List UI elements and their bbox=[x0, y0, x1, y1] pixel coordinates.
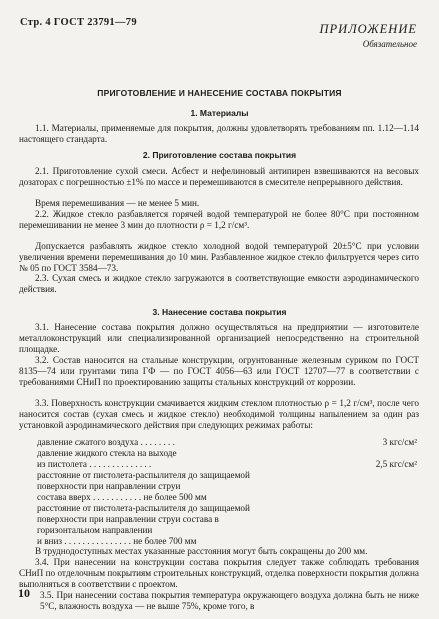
section-1-title: 1. Материалы bbox=[190, 108, 249, 118]
mode-value: 3 кгс/см² bbox=[382, 437, 417, 447]
appendix-title: ПРИЛОЖЕНИЕ bbox=[319, 22, 417, 36]
paragraph-1-1: 1.1. Материалы, применяемые для покрытия, должны удовлетворять требованиям пп. 1.12—1.14 настоящего стандарта. bbox=[19, 123, 419, 144]
mode-label: состава вверх . . . . . . . . . . . не более 500 мм bbox=[37, 492, 207, 502]
mode-value: 2,5 кгс/см² bbox=[375, 459, 417, 469]
paragraph-3-3: 3.3. Поверхность конструкции смачивается жидким стеклом плотностью ρ = 1,2 г/см³, после чего наносится состав (сухая смесь и жидкое стекло) необходимой толщины напылением за один раз установкой аэродинамического действия при следующих режимах работы: bbox=[19, 398, 419, 430]
mode-label: давление сжатого воздуха . . . . . . . . bbox=[37, 437, 175, 447]
mode-label: из пистолета . . . . . . . . . . . . . . bbox=[37, 459, 152, 469]
page-number: 10 bbox=[18, 586, 30, 600]
appendix-label bbox=[320, 22, 417, 49]
paragraph-3-2: 3.2. Состав наносится на стальные конструкции, огрунтованные железным суриком по ГОСТ 8135—74 или грунтами типа ГФ — по ГОСТ 4056—63 или ГОСТ 12707—77 в соответствии с требованиями СНиП по проектированию защиты стальных конструкций от коррозии. bbox=[19, 355, 419, 387]
paragraph-3-3-note: В труднодоступных местах указанные расстояния могут быть сокращены до 200 мм. bbox=[35, 546, 368, 556]
paragraph-3-5: 3.5. При нанесении состава покрытия температура окружающего воздуха должна быть не ниже 5°С, влажность воздуха — не выше 75%, кроме того, в bbox=[40, 590, 419, 611]
paragraph-2-2-note: Допускается разбавлять жидкое стекло холодной водой температурой 20±5°С при условии увеличения времени перемешивания до 10 мин. Разбавленное жидкое стекло фильтруется через сито № 05 по ГОСТ 3584—73. bbox=[19, 241, 419, 273]
paragraph-2-3: 2.3. Сухая смесь и жидкое стекло загружаются в соответствующие емкости аэродинамического действия. bbox=[19, 273, 419, 294]
paragraph-2-1-time: Время перемешивания — не менее 5 мин. bbox=[35, 198, 200, 208]
paragraph-3-1: 3.1. Нанесение состава покрытия должно осуществляться на предприятии — изготовителе металлоконструкций или специализированной организацией непосредственно на строительной площадке. bbox=[19, 322, 419, 354]
paragraph-2-1: 2.1. Приготовление сухой смеси. Асбест и нефелиновый антипирен взвешиваются на весовых дозаторах с погрешностью ±1% по массе и перемешиваются в смесителе непрерывного действия. bbox=[19, 166, 419, 187]
mode-label: горизонтальном направлении bbox=[37, 525, 153, 535]
paragraph-3-4: 3.4. При нанесении на конструкции состава покрытия следует также соблюдать требования СНиП по отделочным покрытиям строительных конструкций, отделка поверхности покрытия должна выполняться в соответствии с проектом. bbox=[19, 557, 419, 589]
mode-label: и вниз . . . . . . . . . . . . . . . не более 700 мм bbox=[37, 536, 197, 546]
mode-label: расстояние от пистолета-распылителя до защищаемой bbox=[37, 503, 250, 513]
mode-label: расстояние от пистолета-распылителя до защищаемой bbox=[37, 470, 250, 480]
mode-label: поверхности при направлении струи состава в bbox=[37, 514, 219, 524]
mode-label: давление жидкого стекла на выходе bbox=[37, 448, 177, 458]
main-heading: ПРИГОТОВЛЕНИЕ И НАНЕСЕНИЕ СОСТАВА ПОКРЫТИЯ bbox=[97, 88, 342, 98]
section-3-title: 3. Нанесение состава покрытия bbox=[152, 307, 287, 317]
appendix-subtitle: Обязательное bbox=[362, 39, 417, 49]
page-header: Стр. 4 ГОСТ 23791—79 bbox=[20, 17, 137, 28]
mode-label: поверхности при направлении струи bbox=[37, 481, 181, 491]
paragraph-2-2: 2.2. Жидкое стекло разбавляется горячей водой температурой не более 80°С при постоянном перемешивании не менее 3 мин до плотности ρ = 1,2 г/см³. bbox=[19, 209, 419, 230]
section-2-title: 2. Приготовление состава покрытия bbox=[142, 150, 297, 160]
